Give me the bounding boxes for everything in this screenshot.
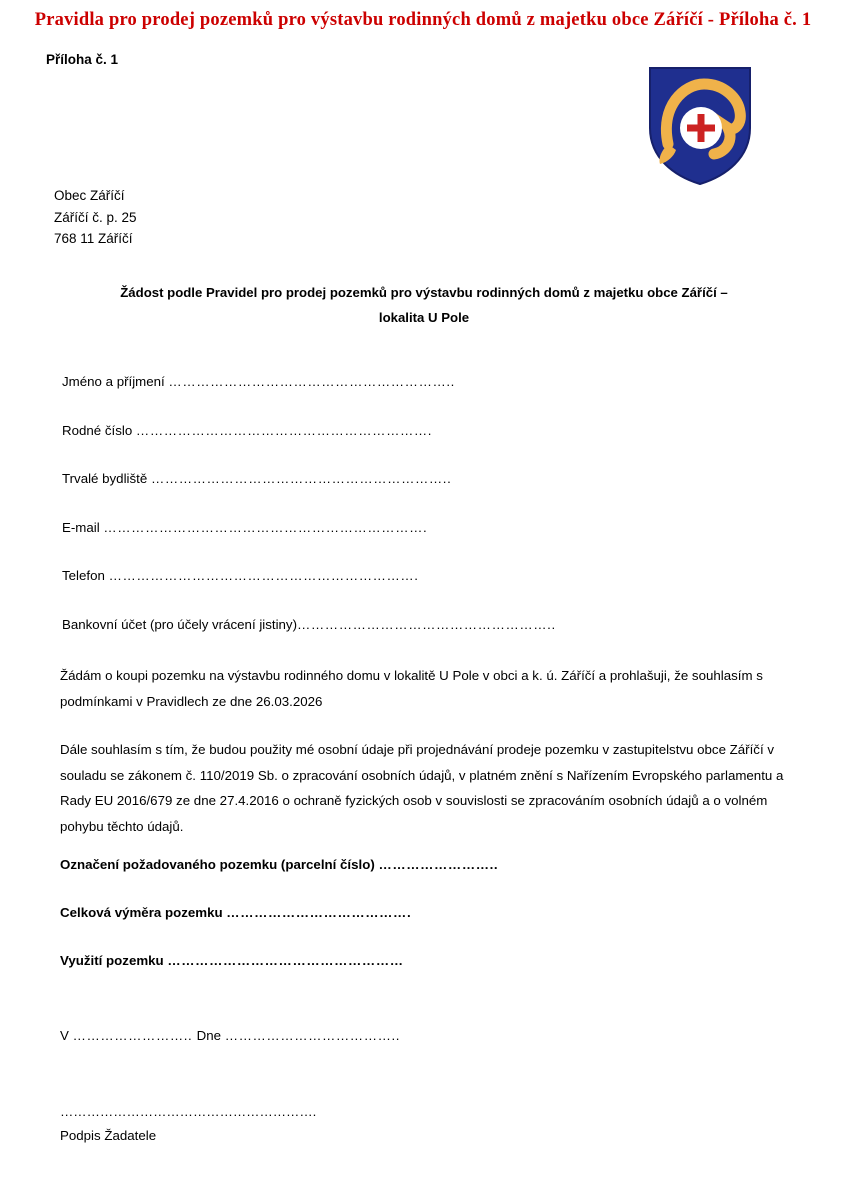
place-and-date-row (60, 1028, 400, 1043)
parcel-fields (60, 858, 790, 1002)
form-field-row (62, 618, 782, 667)
field-dots[interactable]: ……………………………………………………….. (150, 471, 452, 487)
form-field-row (62, 521, 782, 570)
field-label: Označení požadovaného pozemku (parcelní číslo) (60, 857, 379, 872)
field-dots[interactable]: …………………………………………… (167, 953, 404, 968)
form-field-row (62, 569, 782, 618)
page-title: Pravidla pro prodej pozemků pro výstavbu rodinných domů z majetku obce Záříčí - Příloha č. 1 (34, 10, 812, 30)
signature-dots[interactable]: …………………………………………………. (60, 1104, 317, 1119)
field-label: E-mail (62, 519, 104, 535)
applicant-fields (62, 375, 782, 667)
address-line-3: 768 11 Záříčí (54, 231, 133, 246)
address-line-1: Obec Záříčí (54, 188, 125, 203)
address-line-2: Záříčí č. p. 25 (54, 209, 137, 225)
form-field-row (62, 472, 782, 521)
field-dots[interactable]: ……………………………………………….. (297, 616, 556, 632)
field-dots[interactable]: ……………………………………………………………. (103, 519, 428, 535)
field-dots[interactable]: …………………….. (378, 857, 499, 872)
field-label: Rodné číslo (62, 422, 136, 438)
field-dots[interactable]: …………………………………. (226, 905, 412, 920)
field-dots[interactable]: …………………………………………………….. (168, 374, 455, 389)
field-label: Celková výměra pozemku (60, 905, 227, 920)
form-field-row (62, 375, 782, 424)
declaration-paragraph: Žádám o koupi pozemku na výstavbu rodinného domu v lokalitě U Pole v obci a k. ú. Záříčí a prohlašuji, že souhlasím s podmínkami v Pravidlech ze dne 26.03.2026 (60, 668, 763, 709)
field-dots[interactable]: ………………………………………………………. (135, 422, 433, 438)
gdpr-paragraph: Dále souhlasím s tím, že budou použity mé osobní údaje při projednávání prodeje pozemku v zastupitelstvu obce Záříčí v souladu se zákonem č. 110/2019 Sb. o zpracování osobních údajů, v platném znění s Nařízením Evropského parlamentu a Rady EU 2016/679 ze dne 27.4.2016 o ochraně fyzických osob v souvislosti se zpracováním osobních údajů a o volném pohybu těchto údajů. (60, 742, 784, 834)
coat-of-arms-fish-icon (648, 66, 752, 186)
appendix-label: Příloha č. 1 (46, 52, 119, 67)
date-label: Dne (196, 1028, 225, 1043)
form-field-row (60, 954, 790, 1002)
subject-heading (60, 280, 788, 330)
form-field-row (60, 858, 790, 906)
field-label: Trvalé bydliště (62, 471, 151, 487)
field-dots[interactable]: …………………………………………………………. (108, 568, 419, 584)
field-label: Jméno a příjmení (62, 374, 169, 389)
signature-label: Podpis Žadatele (60, 1128, 157, 1143)
signature-block (60, 1100, 316, 1148)
date-dots[interactable]: ……………………………….. (224, 1028, 401, 1043)
place-label: V (60, 1028, 73, 1043)
subject-line-1: Žádost podle Pravidel pro prodej pozemků pro výstavbu rodinných domů z majetku obce Záříčí – (120, 285, 728, 300)
form-field-row (62, 424, 782, 473)
field-label: Bankovní účet (pro účely vrácení jistiny) (62, 616, 298, 632)
subject-line-2: lokalita U Pole (378, 310, 470, 325)
place-dots[interactable]: …………………….. (72, 1028, 197, 1043)
form-field-row (60, 906, 790, 954)
address-block (54, 185, 137, 250)
field-label: Využití pozemku (60, 953, 168, 968)
field-label: Telefon (62, 568, 109, 584)
